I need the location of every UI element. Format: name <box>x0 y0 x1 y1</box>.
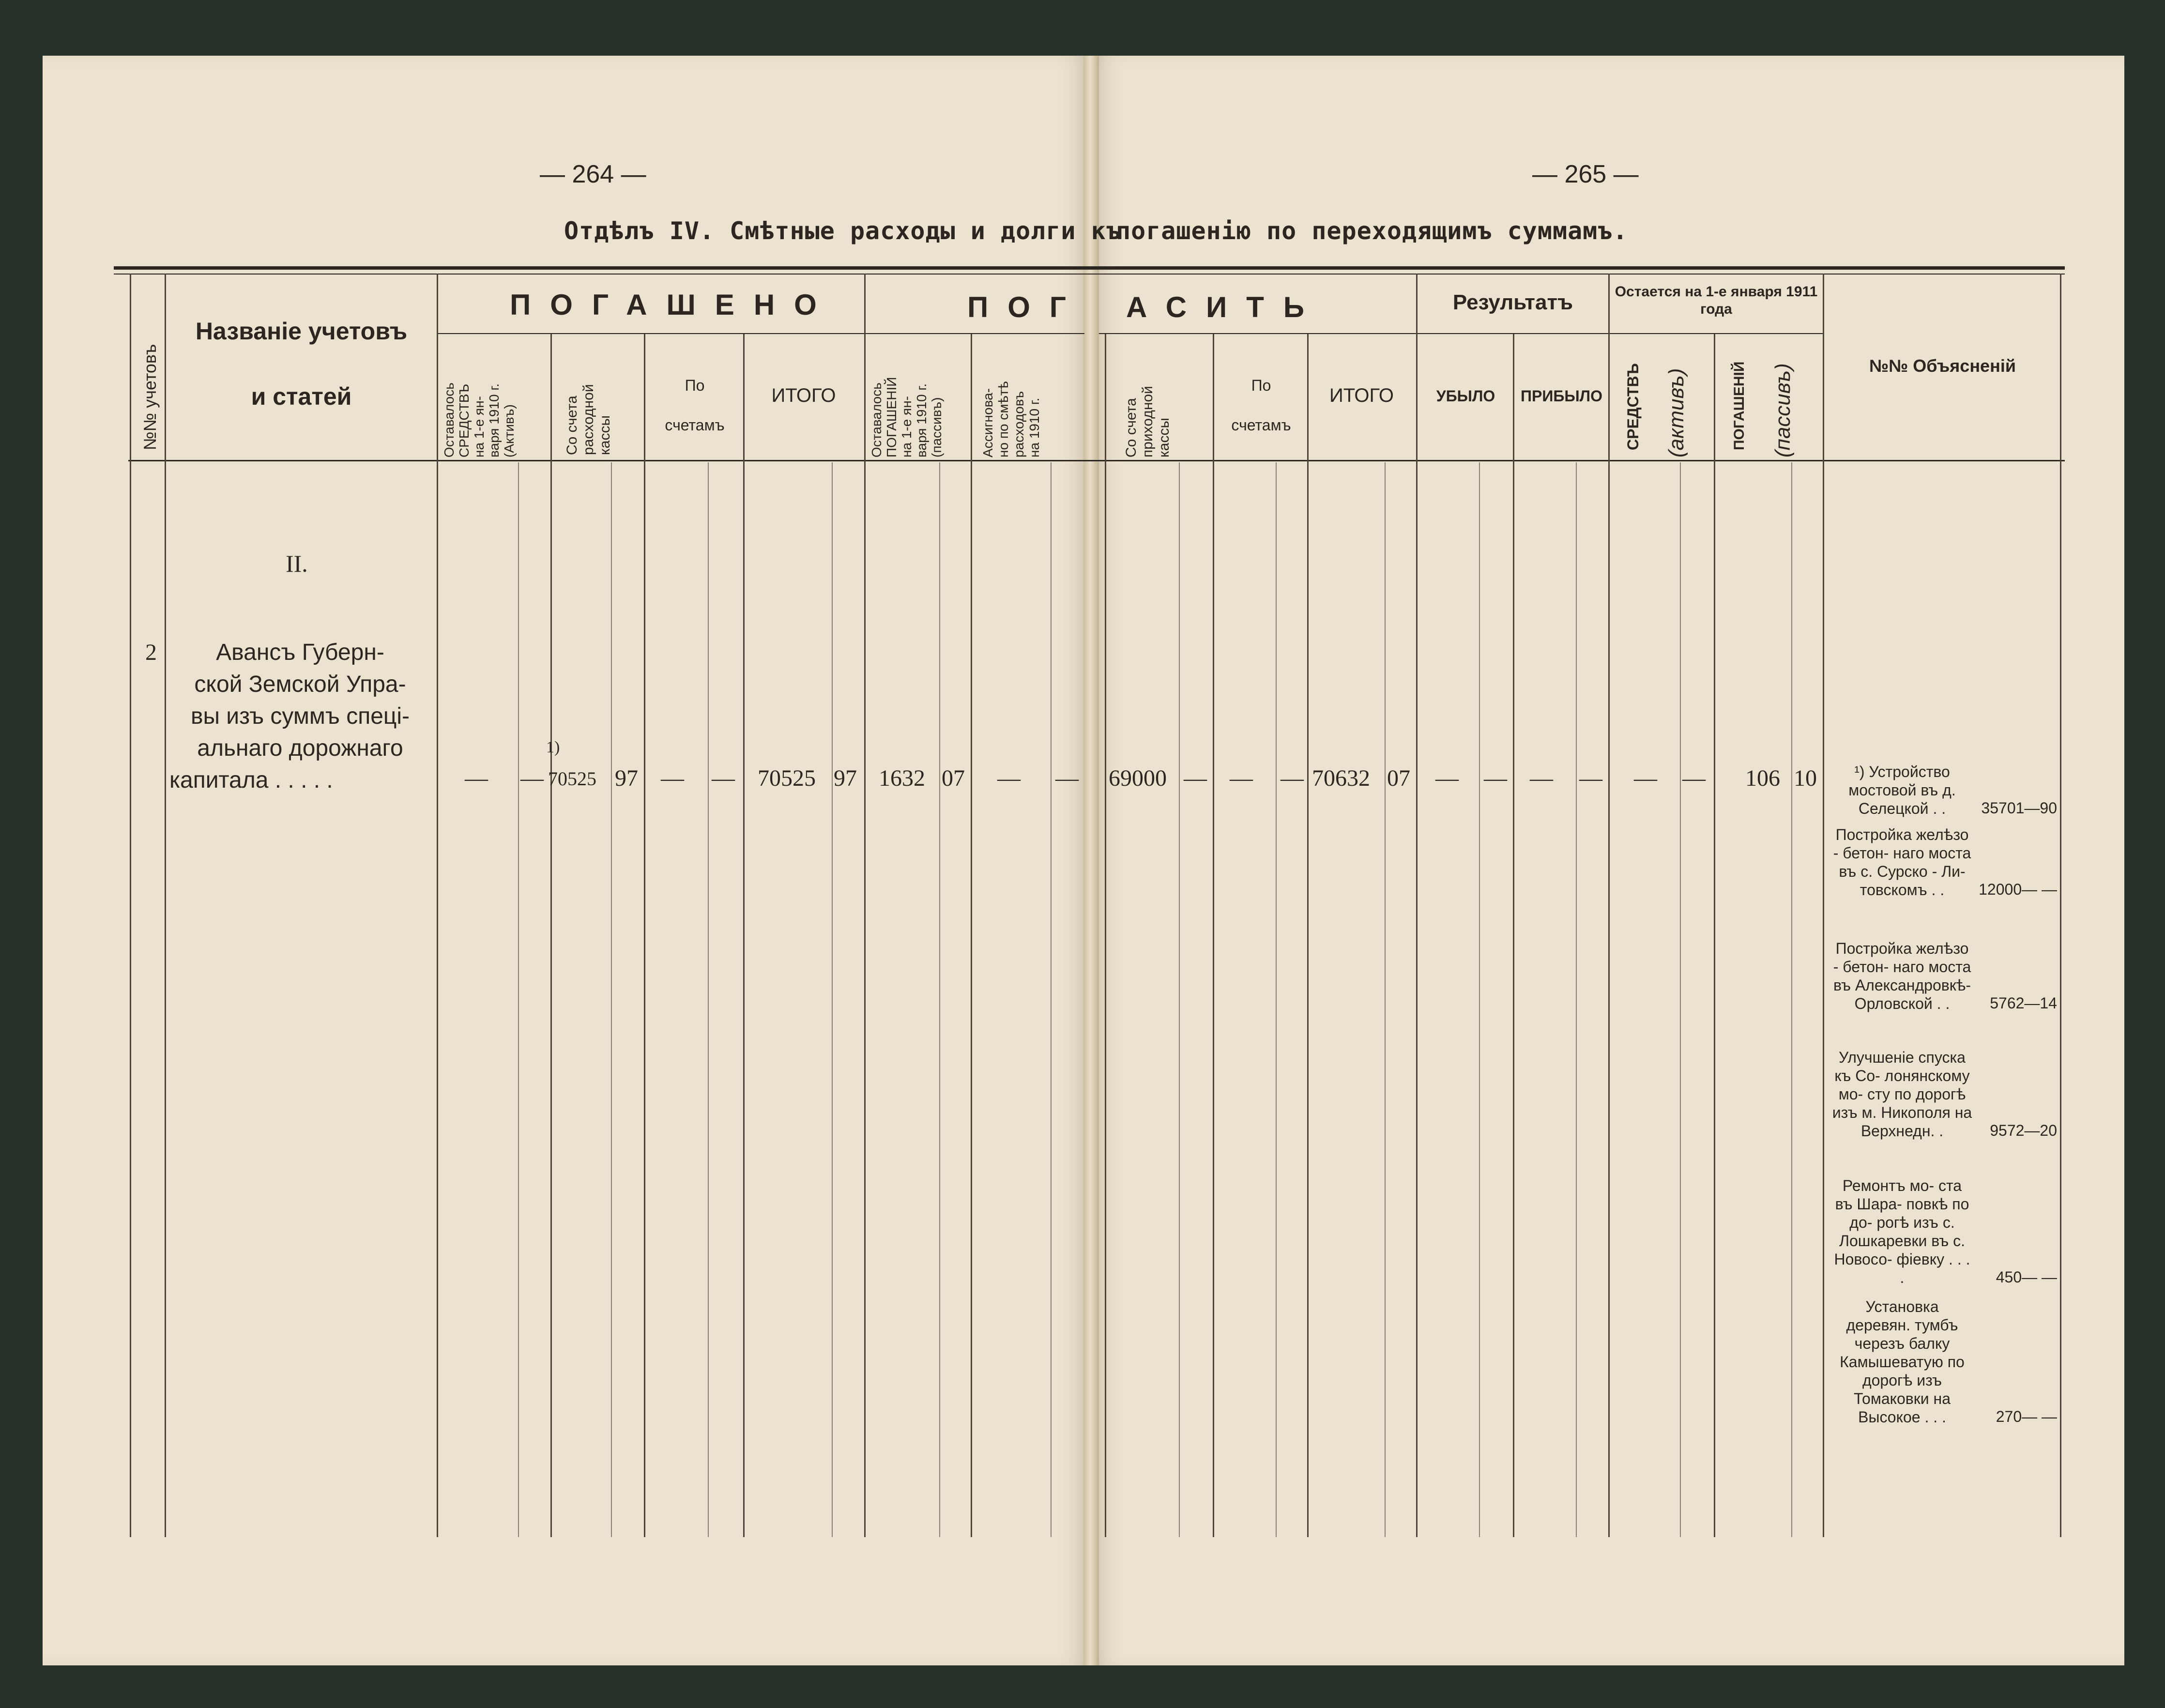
col-line <box>644 334 645 1537</box>
note-text: Установка деревян. тумбъ черезъ балку Камышеватую по дорогѣ изъ Томаковки на Высокое . . . <box>1840 1298 1965 1426</box>
col-line <box>437 274 438 1537</box>
row-name-line: капитала . . . . . <box>169 767 333 793</box>
header-col-itogo-2: ИТОГО <box>1329 385 1394 406</box>
note-value: 450— — <box>1996 1268 2057 1286</box>
cell-assignovano-kop: — <box>1055 765 1079 791</box>
cell-ostavalos-sredstv-kop: — <box>520 765 544 791</box>
header-name-line2: и статей <box>251 383 352 410</box>
col-line <box>1307 334 1309 1537</box>
row-name-line: ской Земской Упра- <box>194 671 406 697</box>
kop-line <box>832 462 833 1537</box>
kop-line <box>1276 462 1277 1537</box>
cell-itogo-2-kop: 07 <box>1387 765 1410 791</box>
header-col-po-schetam-1: По счетамъ <box>665 377 725 434</box>
col-line <box>2060 274 2061 1537</box>
cell-po-schetam-2-kop: — <box>1281 765 1304 791</box>
kop-line <box>611 462 612 1537</box>
kop-line <box>518 462 519 1537</box>
cell-so-scheta-rash-rub: 70525 <box>548 768 596 790</box>
header-col-ubylo: УБЫЛО <box>1436 387 1495 405</box>
col-line <box>1213 334 1214 1537</box>
header-obyasneniy: №№ Объясненій <box>1869 356 2016 376</box>
col-line <box>743 334 745 1537</box>
cell-sredstv-kop: — <box>1682 765 1706 791</box>
col-line <box>971 334 972 1537</box>
header-col-passiv: (пассивъ) <box>1771 363 1795 458</box>
section-label: II. <box>286 550 308 577</box>
row-name-line: альнаго дорожнаго <box>197 735 403 761</box>
cell-ostavalos-sredstv: — <box>465 765 488 791</box>
header-num-accounts: №№ учетовъ <box>140 344 160 450</box>
cell-ostavalos-pogash-rub: 1632 <box>879 765 925 791</box>
row-number: 2 <box>145 640 157 665</box>
table-top-rule <box>114 266 2065 270</box>
note-text: Постройка желѣзо - бетон- наго моста въ с. Сурско - Ли- товскомъ . . <box>1833 826 1971 899</box>
note-text: Улучшеніе спуска къ Со- лонянскому мо- сту по дорогѣ изъ м. Никополя на Верхнедн. . <box>1832 1049 1972 1140</box>
cell-so-scheta-prih-rub: 69000 <box>1109 765 1167 791</box>
cell-so-scheta-rash-kop: 97 <box>615 765 638 791</box>
col-line <box>165 274 166 1537</box>
row-name-line: вы изъ суммъ спеці- <box>190 703 410 729</box>
cell-assignovano: — <box>997 765 1021 791</box>
header-col-so-scheta-rash: Со счета расходной кассы <box>564 384 613 455</box>
kop-line <box>1680 462 1681 1537</box>
header-pogasit-left: ПОГ <box>967 291 1085 323</box>
kop-line <box>1479 462 1480 1537</box>
cell-po-schetam-1-kop: — <box>712 765 735 791</box>
col-line <box>550 334 552 1537</box>
header-rezultat: Результатъ <box>1452 290 1573 314</box>
note-value: 35701—90 <box>1981 799 2057 817</box>
col-line <box>1608 274 1610 1537</box>
header-ostaetsya: Остается на 1-е января 1911 года <box>1615 284 1818 317</box>
header-col-itogo-1: ИТОГО <box>771 385 836 406</box>
note-text: Постройка желѣзо - бетон- наго моста въ Александровкѣ- Орловской . . <box>1833 940 1971 1012</box>
cell-po-schetam-2: — <box>1230 765 1253 791</box>
cell-note-marker: 1) <box>546 738 560 756</box>
cell-pogasheniy-rub: 106 <box>1745 765 1780 791</box>
header-col-assignovano: Ассигнова- но по смѣтѣ расходовъ на 1910 г. <box>980 381 1042 458</box>
cell-po-schetam-1: — <box>661 765 684 791</box>
note-value: 5762—14 <box>1990 994 2057 1012</box>
cell-ostavalos-pogash-kop: 07 <box>942 765 965 791</box>
note-text: ¹) Устройство мостовой въ д. Селецкой . . <box>1848 763 1956 817</box>
col-line <box>1513 334 1514 1537</box>
header-divider-left <box>438 333 1084 334</box>
kop-line <box>939 462 940 1537</box>
col-line <box>1823 274 1824 1537</box>
header-col-pribylo: ПРИБЫЛО <box>1520 387 1602 405</box>
kop-line <box>1576 462 1577 1537</box>
col-line <box>130 274 131 1537</box>
section-title-left: Отдѣлъ IV. Смѣтные расходы и долги къ <box>564 217 1121 245</box>
cell-ubylo: — <box>1435 765 1459 791</box>
section-title-right: погашенію по переходящимъ суммамъ. <box>1116 217 1628 245</box>
col-line <box>1105 334 1106 1537</box>
header-pogasheno: ПОГАШЕНО <box>510 289 836 321</box>
col-line <box>1416 274 1418 1537</box>
note-text: Ремонтъ мо- ста въ Шара- повкѣ по до- рогѣ изъ с. Лошкаревки въ с. Новосо- фіевку . . . . <box>1834 1177 1970 1286</box>
header-col-sredstv: СРЕДСТВЪ <box>1624 363 1642 450</box>
row-name <box>169 637 431 796</box>
page-number-left: — 264 — <box>540 160 646 188</box>
cell-pribylo: — <box>1530 765 1553 791</box>
header-col-ostavalos-pogash: Оставалось ПОГАШЕНІЙ на 1-е ян- варя 1910 г. (пассивъ) <box>869 377 944 458</box>
kop-line <box>1791 462 1792 1537</box>
cell-so-scheta-prih-kop: — <box>1184 765 1207 791</box>
header-col-po-schetam-2: По счетамъ <box>1231 377 1291 434</box>
header-col-aktiv: (активъ) <box>1664 368 1688 458</box>
cell-pribylo-kop: — <box>1579 765 1602 791</box>
cell-ubylo-kop: — <box>1484 765 1507 791</box>
header-name-line1: Названіе учетовъ <box>195 318 408 345</box>
cell-sredstv: — <box>1634 765 1657 791</box>
col-line <box>1714 334 1715 1537</box>
kop-line <box>1385 462 1386 1537</box>
cell-itogo-1-kop: 97 <box>834 765 857 791</box>
note-value: 270— — <box>1996 1408 2057 1425</box>
header-col-so-scheta-prih: Со счета приходной кассы <box>1123 386 1172 458</box>
cell-pogasheniy-kop: 10 <box>1794 765 1817 791</box>
note-value: 12000— — <box>1979 881 2057 898</box>
page-number-right: — 265 — <box>1532 160 1639 188</box>
header-col-pogasheniy: ПОГАШЕНІЙ <box>1731 361 1747 450</box>
col-line <box>864 274 866 1537</box>
header-col-ostavalos-sredstv: Оставалось СРЕДСТВЪ на 1-е ян- варя 1910 г. (Активъ) <box>442 382 517 458</box>
kop-line <box>1179 462 1180 1537</box>
row-name-line: Авансъ Губерн- <box>216 640 384 665</box>
kop-line <box>1051 462 1052 1537</box>
note-value: 9572—20 <box>1990 1122 2057 1139</box>
cell-itogo-1-rub: 70525 <box>758 765 816 791</box>
header-bottom-rule-right <box>1101 460 2065 461</box>
cell-itogo-2-rub: 70632 <box>1312 765 1370 791</box>
kop-line <box>708 462 709 1537</box>
header-pogasit-right: АСИТЬ <box>1126 291 1324 323</box>
